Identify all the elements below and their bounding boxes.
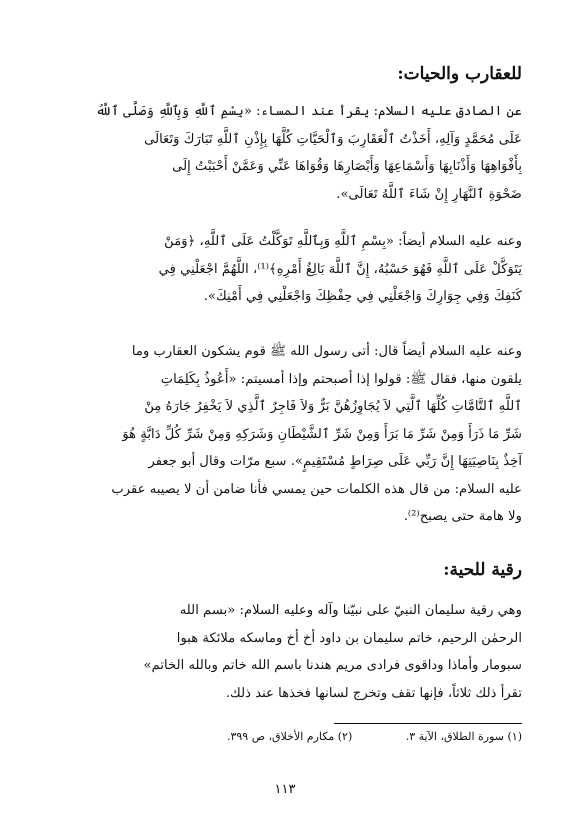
- text-line: عَلَى مُحَمَّدٍ وَآلِهِ، أَخَذْتُ ٱلْعَقَارِبَ وَٱلْحَيَّاتِ كُلَّهَا بِإِذْنِ ٱللَّهِ تَبَارَكَ وَتَعَالَى: [144, 131, 522, 147]
- text-line: يلقون منها، فقال ﷺ: قولوا إذا أصبحتم وإذا أمسيتم: «أَعُوذُ بِكَلِمَاتِ: [160, 371, 522, 387]
- text-line: وعنه عليه السلام أيضاً قال: أتى رسول الله ﷺ قوم يشكون العقارب وما: [131, 344, 522, 359]
- paragraph-evening-prayer: [42, 98, 522, 208]
- text-line: تقرأ ذلك ثلاثاً، فإنها تقف وتخرج لسانها فخذها عند ذلك.: [225, 685, 522, 701]
- page-number: ١١٣: [274, 782, 296, 797]
- text-line: وعنه عليه السلام أيضاً: «بِسْمِ ٱللَّهِ وَبِٱللَّهِ تَوَكَّلْتُ عَلَى ٱللَّهِ، ﴿وَمَنْ: [164, 234, 522, 249]
- text-line: عليه السلام: من قال هذه الكلمات حين يمسي فأنا ضامن أن لا يصيبه عقرب: [111, 481, 522, 497]
- text-line: ٱللَّهِ ٱلتَّامَّاتِ كُلِّهَا ٱلَّتِي لاَ يُجَاوِزُهُنَّ بَرٌّ وَلاَ فَاجِرٌ ٱلَّذِي لاَ يَخْفِرُ جَارَهُ مِنْ: [144, 399, 522, 414]
- footnote-1: (١) سورة الطلاق، الآية ٣.: [405, 730, 522, 743]
- paragraph-solomon-incantation: [42, 597, 522, 707]
- text-line: ولا هامة حتى يصبح⁽²⁾.: [403, 509, 522, 524]
- text-line: عن الصادق عليه السلام: يقرأ عند المساء: «بِسْمِ ٱللَّهِ وَبِٱللَّهِ وَصَلَّى ٱللَّهُ: [95, 104, 522, 119]
- text-line: بِأَفْوَاهِهَا وَأَذْنَابِهَا وَأَسْمَاعِهَا وَأَبْصَارِهَا وَقُوَاهَا عَنِّي وَعَمَّنْ أَحْبَبْتُ إِلَى: [172, 159, 522, 174]
- text-line: ضَحْوَةِ ٱلنَّهَارِ إِنْ شَاءَ ٱللَّهُ تَعَالَى».: [336, 186, 522, 202]
- text-line: شَرِّ مَا ذَرَأَ وَمِنْ شَرِّ مَا بَرَأَ وَمِنْ شَرِّ ٱلشَّيْطَانِ وَشَرَكِهِ وَمِنْ شَرِّ كُلِّ دَابَّةٍ هُوَ: [122, 426, 522, 442]
- paragraph-tawakkul-prayer: [42, 228, 522, 311]
- section-heading-snake-incantation: رقية للحية:: [443, 560, 522, 580]
- text-line: وهي رقية سليمان النبيّ على نبيّنا وآله وعليه السلام: «بسم الله: [179, 603, 522, 618]
- text-line: سبومار وأماذا وداقوى فرادى مريم هندنا باسم الله خاتم وبالله الخاتم»: [143, 658, 522, 673]
- text-line: كَنَفِكَ وَفِي جِوَارِكَ وَاجْعَلْنِي فِي حِفْظِكَ وَاجْعَلْنِي فِي أَمْنِكَ».: [203, 289, 522, 304]
- paragraph-prophet-narration: [42, 338, 522, 531]
- text-line: آخِذٌ بِنَاصِيَتِهَا إِنَّ رَبِّي عَلَى صِرَاطٍ مُسْتَقِيمٍ». سبع مرّات وقال أبو جعفر: [148, 454, 522, 469]
- section-heading-scorpions-snakes: للعقارب والحيات:: [397, 64, 522, 84]
- text-line: الرحمٰن الرحيم، خاتم سليمان بن داود أخ أخ وماسكه ملائكة هبوا: [176, 630, 522, 646]
- footnote-2: (٢) مكارم الأخلاق، ص ٣٩٩.: [226, 730, 353, 743]
- footnote-divider: [334, 723, 522, 724]
- footnotes: [42, 728, 522, 746]
- text-line: يَتَوَكَّلْ عَلَى ٱللَّهِ فَهُوَ حَسْبُهُ، إِنَّ ٱللَّهَ بَالِغُ أَمْرِهِ﴾⁽¹⁾، اللَّهُمَّ اجْعَلْنِي فِي: [158, 261, 522, 277]
